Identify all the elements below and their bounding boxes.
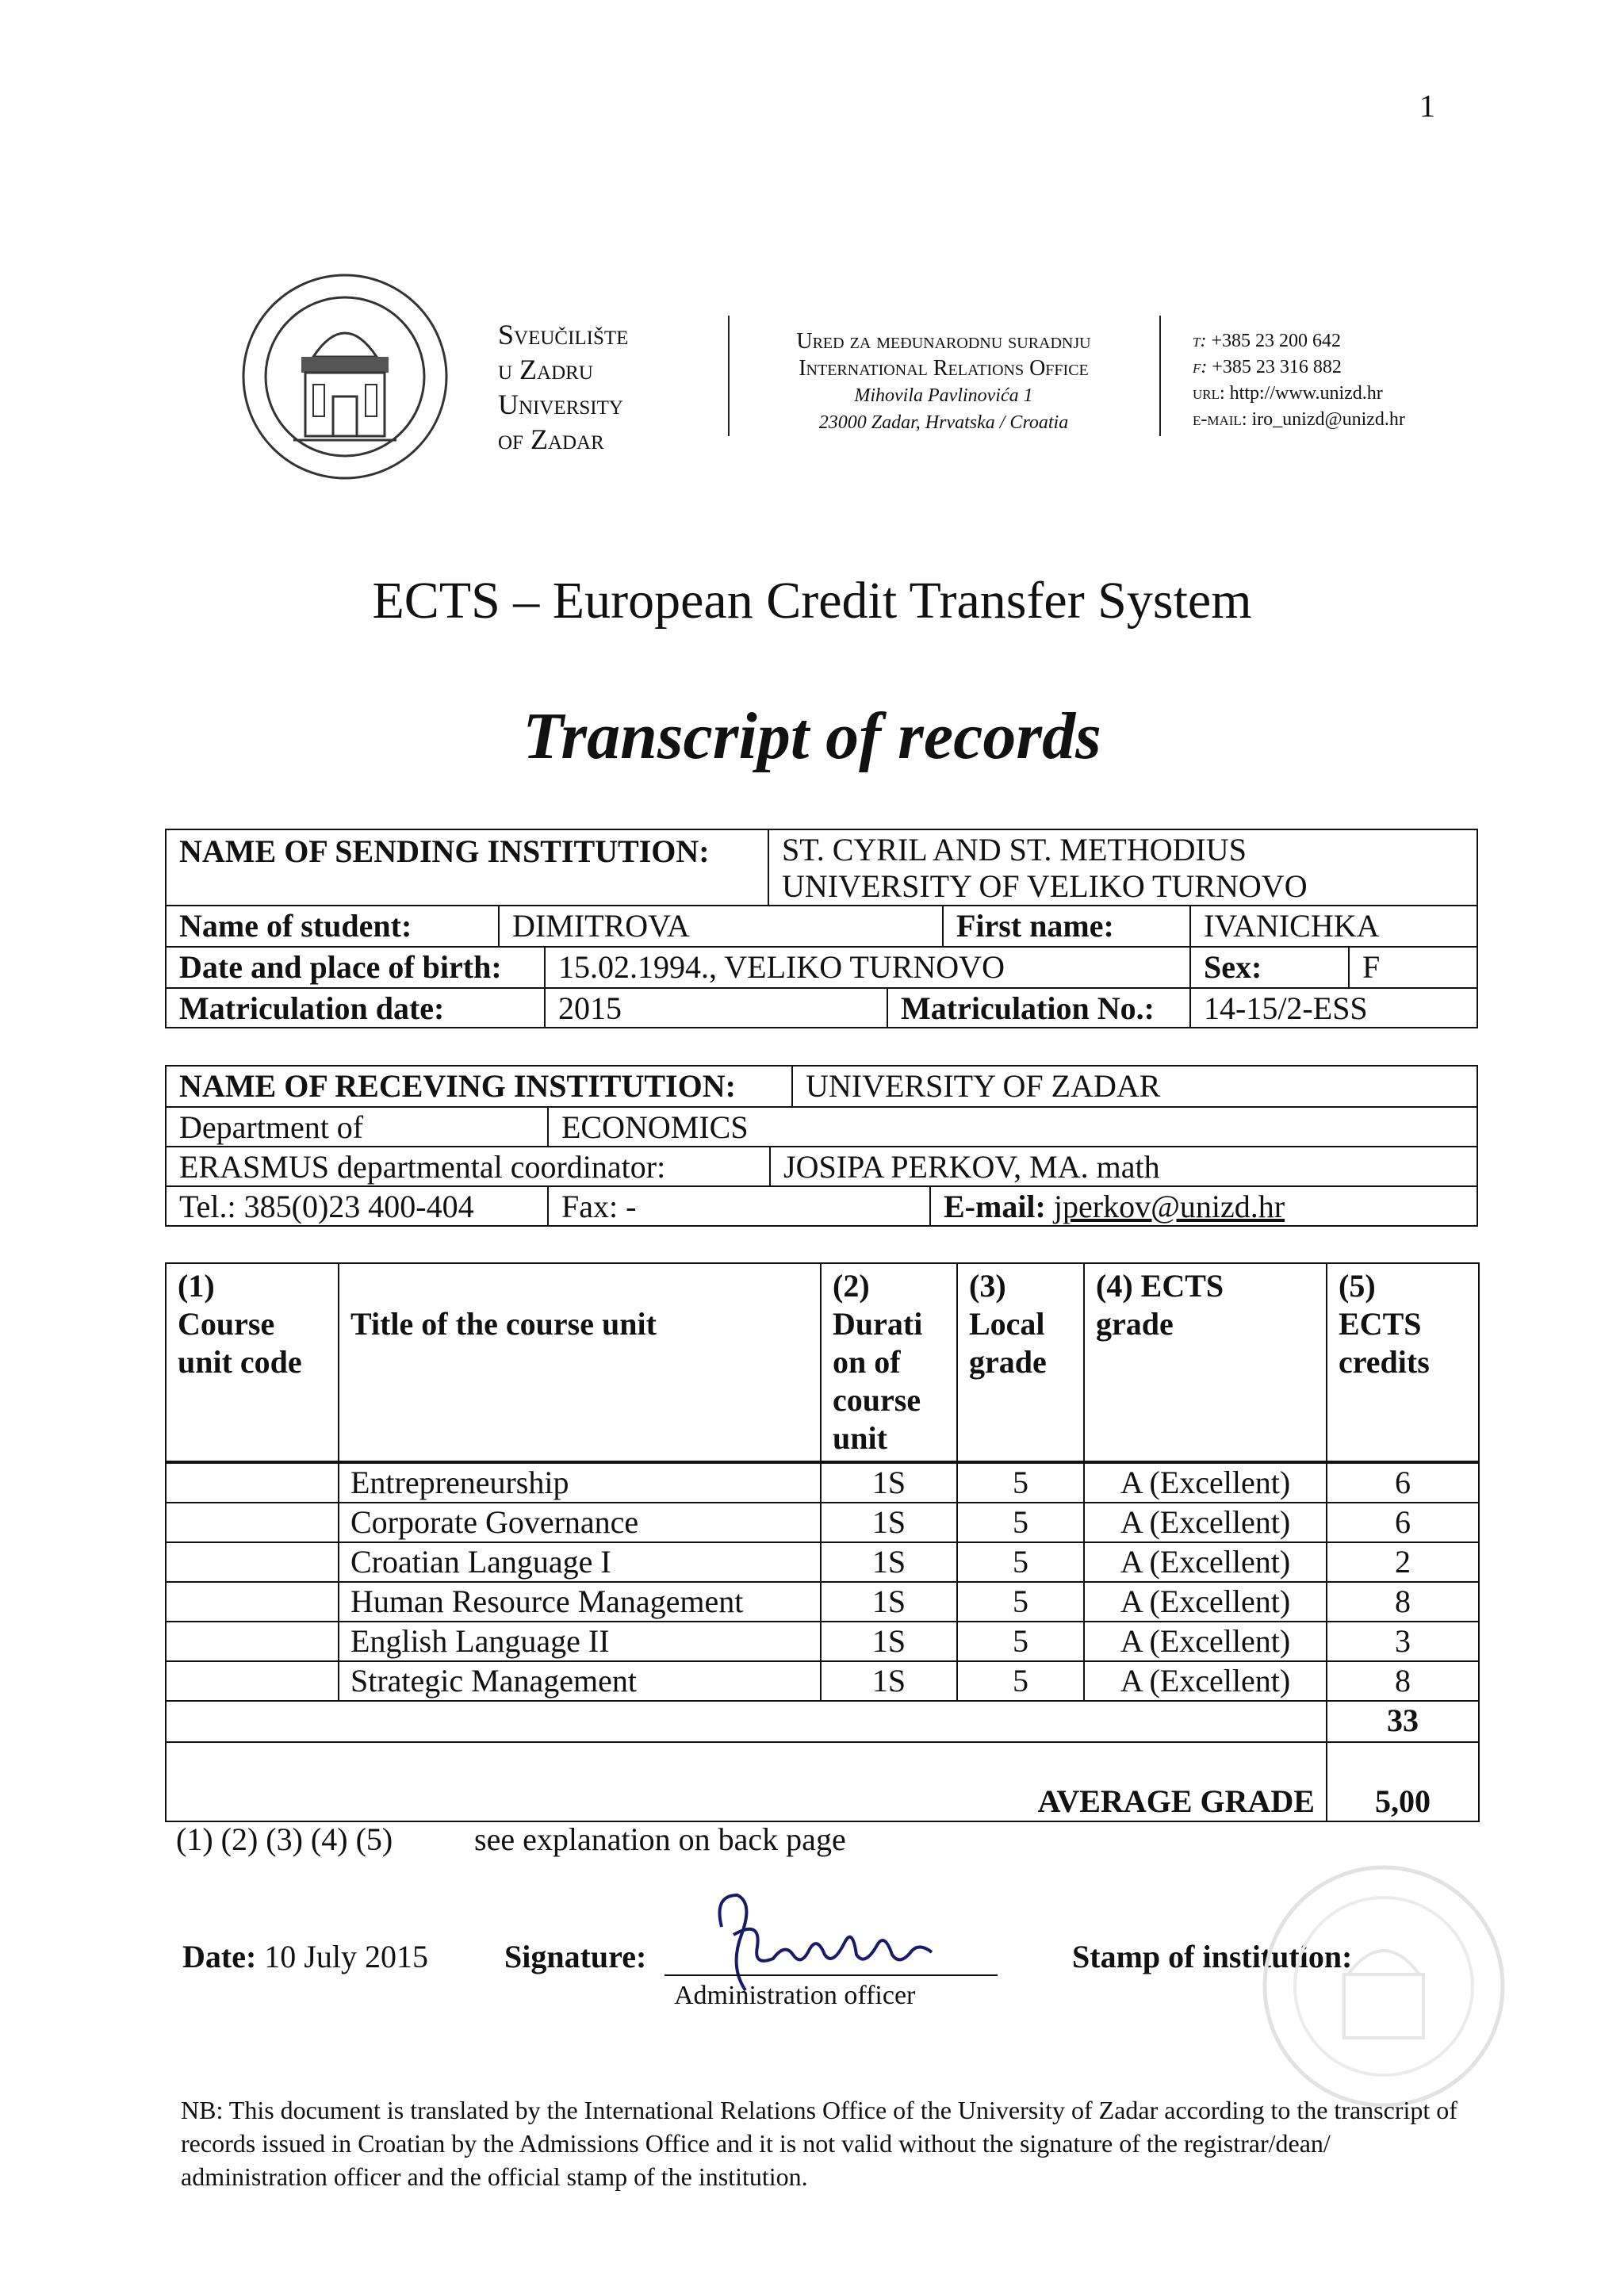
header-duration: (2) Durati on of course unit [821,1263,957,1462]
course-code [166,1661,339,1701]
course-title: Croatian Language I [339,1542,821,1582]
header-ects-grade: (4) ECTS grade [1084,1263,1327,1462]
ects-credits: 2 [1327,1542,1479,1582]
ects-credits: 6 [1327,1503,1479,1542]
sending-institution-label: NAME OF SENDING INSTITUTION: [167,830,769,905]
document-subtitle: Transcript of records [523,699,1101,773]
ects-credits: 3 [1327,1622,1479,1661]
ects-grade: A (Excellent) [1084,1542,1327,1582]
local-grade: 5 [957,1622,1084,1661]
course-title: Strategic Management [339,1661,821,1701]
legend-text: see explanation on back page [474,1821,846,1857]
total-credits: 33 [1327,1701,1479,1742]
office-email-link[interactable]: iro_unizd@unizd.hr [1251,409,1405,430]
table-row [166,1503,1479,1542]
university-seal-logo [238,270,452,484]
receiving-institution-value: UNIVERSITY OF ZADAR [806,1068,1161,1104]
course-duration: 1S [821,1503,957,1542]
coordinator-email: E-mail: jperkov@unizd.hr [944,1189,1285,1224]
course-title: Entrepreneurship [339,1462,821,1503]
matriculation-date-label: Matriculation date: [167,989,546,1027]
coordinator-value: JOSIPA PERKOV, MA. math [783,1149,1160,1185]
signer-role: Administration officer [674,1981,916,2010]
signature-label: Signature: [504,1939,647,1974]
issue-date: Date: 10 July 2015 [182,1939,428,1974]
legend-numbers: (1) (2) (3) (4) (5) [176,1821,393,1857]
course-title: English Language II [339,1622,821,1661]
local-grade: 5 [957,1661,1084,1701]
sending-institution-box [165,829,1478,1028]
course-code [166,1622,339,1661]
university-name: Sveučilište u Zadru University of Zadar [498,319,629,455]
ects-credits: 8 [1327,1661,1479,1701]
table-row [166,1542,1479,1582]
course-duration: 1S [821,1622,957,1661]
course-duration: 1S [821,1542,957,1582]
average-row [166,1742,1479,1821]
first-name-value: IVANICHKA [1204,908,1380,944]
receiving-institution-label: NAME OF RECEVING INSTITUTION: [167,1067,793,1106]
document-title: ECTS – European Credit Transfer System [372,572,1252,630]
total-row [166,1701,1479,1742]
matriculation-no-label: Matriculation No.: [888,989,1191,1027]
course-title: Corporate Governance [339,1503,821,1542]
page-number: 1 [1419,88,1435,124]
table-row [166,1462,1479,1503]
coordinator-label: ERASMUS departmental coordinator: [167,1147,771,1185]
receiving-institution-box [165,1065,1478,1227]
faint-stamp-seal [1253,1855,1515,2117]
header-divider [728,316,730,436]
course-table [165,1262,1478,1822]
course-code [166,1582,339,1622]
header-local-grade: (3) Local grade [957,1263,1084,1462]
ects-credits: 8 [1327,1582,1479,1622]
header-ects-credits: (5) ECTS credits [1327,1263,1479,1462]
disclaimer-note: NB: This document is translated by the International Relations Office of the University of Zadar according to the transcript of records issued in Croatian by the Admissions Office and it is not valid without the signature of the registrar/dean/ administration officer and the official stamp of the institution. [181,2096,1457,2191]
office-contacts: t: +385 23 200 642 f: +385 23 316 882 url: http://www.unizd.hr e-mail: iro_unizd@unizd.hr [1193,331,1405,430]
website-link[interactable]: http://www.unizd.hr [1229,383,1383,404]
ects-grade: A (Excellent) [1084,1661,1327,1701]
course-duration: 1S [821,1582,957,1622]
department-label: Department of [167,1108,549,1146]
coordinator-phone: Tel.: 385(0)23 400-404 [167,1187,549,1225]
ects-grade: A (Excellent) [1084,1503,1327,1542]
student-name-label: Name of student: [167,906,500,946]
local-grade: 5 [957,1462,1084,1503]
course-code [166,1503,339,1542]
student-name-value: DIMITROVA [500,906,944,946]
average-grade-label: AVERAGE GRADE [166,1742,1327,1821]
signature-line [665,1974,998,1976]
ects-credits: 6 [1327,1462,1479,1503]
birth-label: Date and place of birth: [167,948,546,987]
sex-label: Sex: [1191,948,1350,987]
sending-institution-value: ST. CYRIL AND ST. METHODIUS UNIVERSITY OF VELIKO TURNOVO [782,832,1308,904]
first-name-label: First name: [944,906,1191,946]
course-code [166,1542,339,1582]
local-grade: 5 [957,1542,1084,1582]
ects-grade: A (Excellent) [1084,1582,1327,1622]
course-duration: 1S [821,1661,957,1701]
course-duration: 1S [821,1462,957,1503]
office-address: Ured za međunarodnu suradnju International Relations Office Mihovila Pavlinovića 1 23000 Zadar, Hrvatska / Croatia [796,329,1091,433]
header-course-title: Title of the course unit [339,1263,821,1462]
header-divider [1159,316,1161,436]
average-grade-value: 5,00 [1327,1742,1479,1821]
matriculation-date-value: 2015 [546,989,888,1027]
department-value: ECONOMICS [561,1109,749,1145]
header-course-code: (1) Course unit code [166,1263,339,1462]
ects-grade: A (Excellent) [1084,1462,1327,1503]
ects-grade: A (Excellent) [1084,1622,1327,1661]
local-grade: 5 [957,1582,1084,1622]
sex-value: F [1362,949,1381,985]
coordinator-email-link[interactable]: jperkov@unizd.hr [1053,1189,1285,1224]
course-title: Human Resource Management [339,1582,821,1622]
table-row [166,1661,1479,1701]
coordinator-fax: Fax: - [549,1187,931,1225]
birth-value: 15.02.1994., VELIKO TURNOVO [546,948,1191,987]
matriculation-no-value: 14-15/2-ESS [1204,990,1368,1026]
table-row [166,1622,1479,1661]
stamp-label: Stamp of institution: [1072,1939,1353,1974]
course-code [166,1462,339,1503]
table-row [166,1582,1479,1622]
local-grade: 5 [957,1503,1084,1542]
